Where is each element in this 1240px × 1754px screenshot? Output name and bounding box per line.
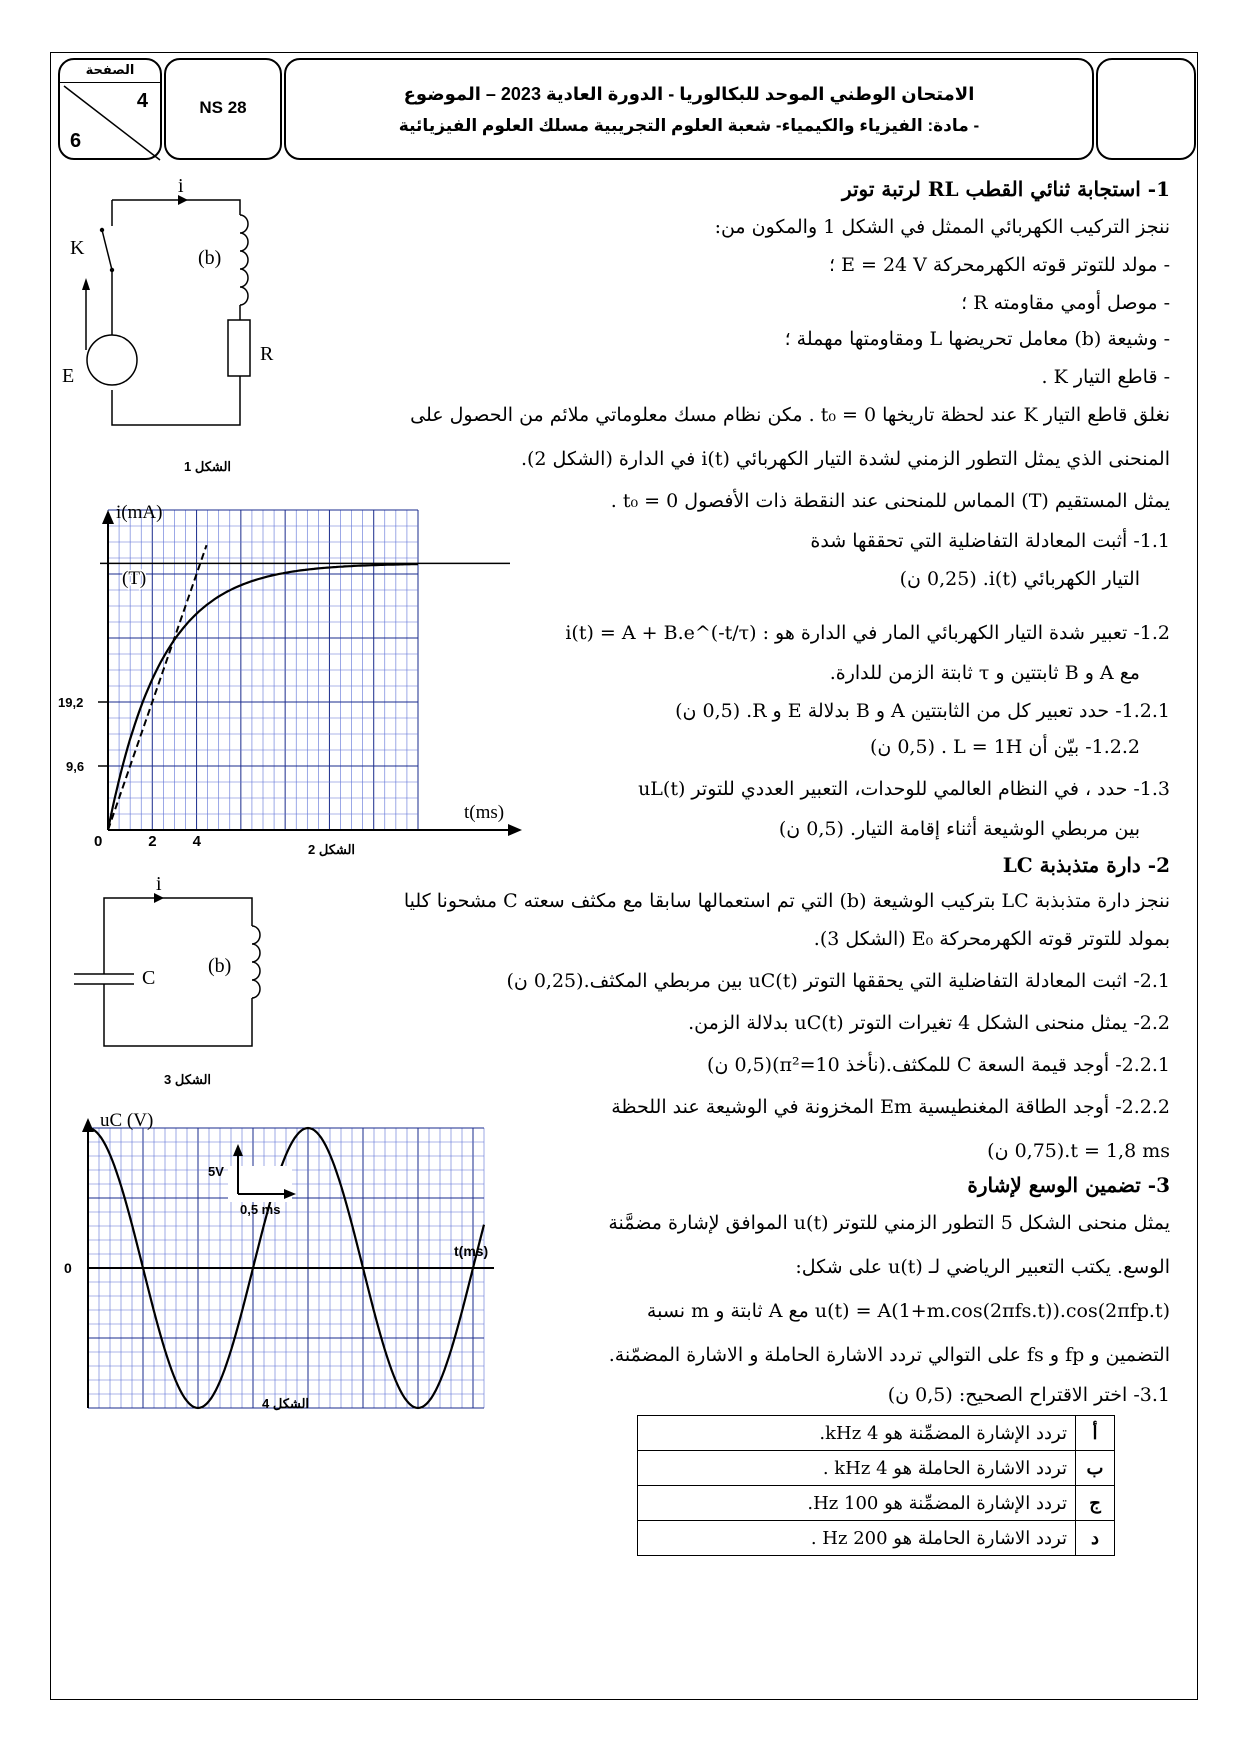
question-3-1: 3.1- اختر الاقتراح الصحيح: (0,5 ن) <box>887 1384 1170 1406</box>
option-key: ج <box>1076 1486 1115 1521</box>
figure-4-caption: الشكل 4 <box>262 1396 310 1411</box>
question-1-2-2: 1.2.2- بيّن أن L = 1H . (0,5 ن) <box>869 736 1140 758</box>
question-1-2-1: 1.2.1- حدد تعبير كل من الثابتتين A و B بدلالة E و R. (0,5 ن) <box>675 700 1170 722</box>
page-label: الصفحة <box>85 62 135 77</box>
fig2-xlabel: t(ms) <box>464 802 505 823</box>
question-2-1: 2.1- اثبت المعادلة التفاضلية التي يحققها التوتر uC(t) بين مربطي المكثف.(0,25 ن) <box>506 970 1170 992</box>
figure-1-caption: الشكل 1 <box>184 459 232 474</box>
fig2-axes <box>108 520 512 830</box>
exam-title: الامتحان الوطني الموحد للبكالوريا - الدورة العادية 2023 – الموضوع <box>403 84 975 104</box>
fig2-y-arrow <box>102 510 114 524</box>
section1-item-3: - وشيعة (b) معامل تحريضها L ومقاومتها مهملة ؛ <box>784 328 1170 350</box>
section2-para2: بمولد للتوتر قوته الكهرمحركة E₀ (الشكل 3). <box>813 928 1170 950</box>
page-current: 4 <box>136 90 148 112</box>
exam-code-box <box>164 58 282 160</box>
option-row <box>638 1486 1115 1521</box>
figure-3-caption: الشكل 3 <box>164 1072 212 1087</box>
section3-para1: يمثل منحنى الشكل 5 التطور الزمني للتوتر u(t) الموافق لإشارة مضمَّنة <box>608 1212 1170 1234</box>
section1-item-2: - موصل أومي مقاومته R ؛ <box>961 292 1170 314</box>
option-key: د <box>1076 1521 1115 1556</box>
fig3-capacitor-label: C <box>142 967 156 989</box>
section2-para1: ننجز دارة متذبذبة LC بتركيب الوشيعة (b) التي تم استعمالها سابقا مع مكثف سعته C مشحونا كليا <box>403 890 1170 912</box>
fig2-x-arrow <box>508 824 522 836</box>
fig2-xtick-label: 2 <box>148 833 157 850</box>
section1-para2: المنحنى الذي يمثل التطور الزمني لشدة التيار الكهربائي i(t) في الدارة (الشكل 2). <box>520 448 1170 470</box>
fig2-grid <box>108 510 418 830</box>
option-text: تردد الإشارة المضمِّنة هو 4 kHz. <box>638 1416 1076 1451</box>
fig2-ytick-label: 9,6 <box>66 759 85 774</box>
option-text: تردد الاشارة الحاملة هو 4 kHz . <box>638 1451 1076 1486</box>
section1-para3: يمثل المستقيم (T) المماس للمنحنى عند النقطة ذات الأفصول t₀ = 0 . <box>610 490 1170 512</box>
exam-code: NS 28 <box>199 98 247 117</box>
question-1-3b: بين مربطي الوشيعة أثناء إقامة التيار. (0,5 ن) <box>778 818 1140 840</box>
fig4-zero-label: 0 <box>64 1260 72 1276</box>
option-text: تردد الإشارة المضمِّنة هو 100 Hz. <box>638 1486 1076 1521</box>
fig4-xlabel: t(ms) <box>454 1243 489 1259</box>
fig1-resistor-label: R <box>260 343 274 365</box>
question-2-2-2b: t = 1,8 ms.(0,75 ن) <box>987 1140 1170 1162</box>
option-text: تردد الاشارة الحاملة هو 200 Hz . <box>638 1521 1076 1556</box>
section1-para1: نغلق قاطع التيار K عند لحظة تاريخها t₀ = 0 . مكن نظام مسك معلوماتي ملائم من الحصول على <box>410 404 1170 426</box>
figure-4-chart <box>50 1106 510 1416</box>
fig4-ylabel: uC (V) <box>100 1110 154 1131</box>
figure-3-lc-circuit <box>70 868 290 1068</box>
section3-para3: u(t) = A(1+m.cos(2πfs.t)).cos(2πfp.t) مع A ثابتة و m نسبة <box>646 1300 1170 1322</box>
question-1-2: 1.2- تعبير شدة التيار الكهربائي المار في الدارة هو : i(t) = A + B.e^(-t/τ) <box>565 622 1170 644</box>
options-table <box>637 1415 1115 1556</box>
fig4-vscale-head <box>233 1144 243 1156</box>
fig1-current-label: i <box>178 175 184 197</box>
page-number-box <box>58 58 162 160</box>
section3-para4: التضمين و fp و fs على التوالي تردد الاشارة الحاملة و الاشارة المضمّنة. <box>608 1344 1170 1366</box>
figure-2-caption: الشكل 2 <box>308 842 356 857</box>
question-1-2b: مع A و B ثابتتين و τ ثابتة الزمن للدارة. <box>829 662 1140 684</box>
section1-intro: ننجز التركيب الكهربائي الممثل في الشكل 1 والمكون من: <box>714 216 1170 238</box>
fig4-vscale-label: 5V <box>208 1164 224 1179</box>
figure-1-rl-circuit <box>60 170 310 470</box>
question-2-2-2a: 2.2.2- أوجد الطاقة المغنطيسية Em المخزونة في الوشيعة عند اللحظة <box>611 1096 1170 1118</box>
fig2-xtick-label: 0 <box>94 833 103 850</box>
fig1-coil-label: (b) <box>198 247 222 269</box>
title-box <box>284 58 1094 160</box>
exam-subtitle: - مادة: الفيزياء والكيمياء- شعبة العلوم التجريبية مسلك العلوم الفيزيائية <box>398 116 980 135</box>
question-2-2: 2.2- يمثل منحنى الشكل 4 تغيرات التوتر uC(t) بدلالة الزمن. <box>688 1012 1170 1034</box>
fig2-xtick-label: 4 <box>192 833 201 850</box>
fig4-hscale-label: 0,5 ms <box>240 1202 281 1217</box>
fig1-switch-label: K <box>70 237 85 259</box>
question-1-3a: 1.3- حدد ، في النظام العالمي للوحدات، التعبير العددي للتوتر uL(t) <box>638 778 1170 800</box>
question-2-2-1: 2.2.1- أوجد قيمة السعة C للمكثف.(نأخذ π²=10)(0,5 ن) <box>707 1054 1170 1076</box>
section1-item-1: - مولد للتوتر قوته الكهرمحركة E = 24 V ؛ <box>828 254 1170 276</box>
option-key: ب <box>1076 1451 1115 1486</box>
fig3-coil-label: (b) <box>208 955 232 977</box>
page-total: 6 <box>70 130 82 152</box>
fig1-generator-label: E <box>62 365 75 387</box>
fig3-current-label: i <box>156 873 162 895</box>
option-row <box>638 1416 1115 1451</box>
section3-para2: الوسع. يكتب التعبير الرياضي لـ u(t) على شكل: <box>795 1256 1170 1278</box>
option-row <box>638 1451 1115 1486</box>
option-row <box>638 1521 1115 1556</box>
section2-title: 2- دارة متذبذبة LC <box>1002 853 1170 877</box>
question-1-1b: التيار الكهربائي i(t). (0,25 ن) <box>899 568 1140 590</box>
option-key: أ <box>1076 1416 1115 1451</box>
fig2-tangent-label: (T) <box>122 568 147 589</box>
fig2-ytick-label: 19,2 <box>58 695 84 710</box>
section1-title: 1- استجابة ثنائي القطب RL لرتبة توتر <box>841 177 1170 201</box>
fig2-ylabel: i(mA) <box>116 502 163 523</box>
question-1-1a: 1.1- أثبت المعادلة التفاضلية التي تحققها شدة <box>810 530 1170 552</box>
section1-item-4: - قاطع التيار K . <box>1041 366 1170 388</box>
blank-box <box>1096 58 1196 160</box>
section3-title: 3- تضمين الوسع لإشارة <box>967 1173 1170 1197</box>
